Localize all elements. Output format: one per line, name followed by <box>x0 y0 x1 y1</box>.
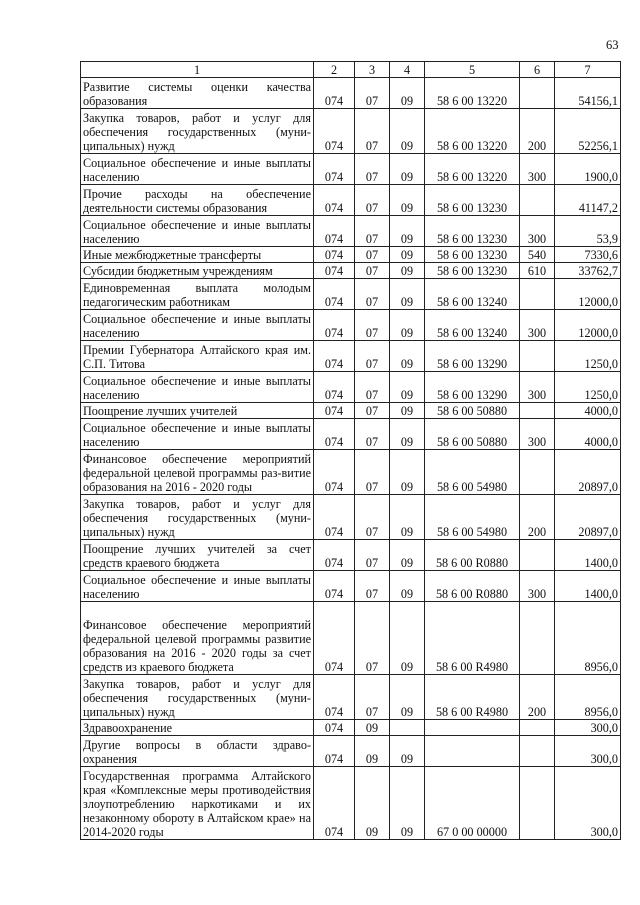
col-5-value: 58 6 00 13230 <box>425 185 520 216</box>
col-3-value: 07 <box>355 495 390 540</box>
col-4-value <box>390 720 425 736</box>
col-7-value: 12000,0 <box>555 279 621 310</box>
col-2-value: 074 <box>314 216 355 247</box>
col-2-value: 074 <box>314 372 355 403</box>
table-row <box>81 571 621 602</box>
row-name: Развитие системы оценки качества образования <box>81 78 314 109</box>
col-6-value <box>520 767 555 840</box>
col-3-value: 07 <box>355 279 390 310</box>
col-4-value: 09 <box>390 247 425 263</box>
col-4-value: 09 <box>390 602 425 675</box>
row-name: Поощрение лучших учителей <box>81 403 314 419</box>
col-5-value: 58 6 00 13230 <box>425 247 520 263</box>
col-6-value: 200 <box>520 495 555 540</box>
row-name: Социальное обеспечение и иные выплаты населению <box>81 372 314 403</box>
col-3-value: 09 <box>355 720 390 736</box>
col-3-value: 07 <box>355 185 390 216</box>
row-name: Финансовое обеспечение мероприятий федеральной целевой программы развитие образования на 2016 - 2020 годы за счет средств из краевого бюджета <box>81 602 314 675</box>
col-2-value: 074 <box>314 341 355 372</box>
col-3-value: 07 <box>355 247 390 263</box>
col-3-value: 07 <box>355 450 390 495</box>
column-header: 6 <box>520 62 555 78</box>
col-3-value: 07 <box>355 109 390 154</box>
col-5-value: 58 6 00 R0880 <box>425 571 520 602</box>
table-row <box>81 341 621 372</box>
col-5-value: 58 6 00 13290 <box>425 341 520 372</box>
table-row <box>81 78 621 109</box>
col-2-value: 074 <box>314 450 355 495</box>
col-7-value: 12000,0 <box>555 310 621 341</box>
col-2-value: 074 <box>314 736 355 767</box>
row-name: Закупка товаров, работ и услуг для обеспечения государственных (муни-ципальных) нужд <box>81 495 314 540</box>
table-row <box>81 450 621 495</box>
col-6-value <box>520 185 555 216</box>
col-4-value: 09 <box>390 263 425 279</box>
col-3-value: 07 <box>355 571 390 602</box>
col-3-value: 09 <box>355 736 390 767</box>
table-row <box>81 247 621 263</box>
col-6-value <box>520 78 555 109</box>
col-2-value: 074 <box>314 675 355 720</box>
col-2-value: 074 <box>314 571 355 602</box>
col-7-value: 8956,0 <box>555 675 621 720</box>
table-row <box>81 602 621 675</box>
col-6-value: 300 <box>520 310 555 341</box>
col-6-value <box>520 736 555 767</box>
col-7-value: 20897,0 <box>555 495 621 540</box>
header-row <box>81 62 621 78</box>
col-4-value: 09 <box>390 185 425 216</box>
col-5-value: 58 6 00 13230 <box>425 216 520 247</box>
col-7-value: 1400,0 <box>555 540 621 571</box>
col-5-value: 58 6 00 54980 <box>425 495 520 540</box>
col-5-value: 58 6 00 13220 <box>425 109 520 154</box>
col-6-value: 300 <box>520 216 555 247</box>
col-5-value: 58 6 00 50880 <box>425 419 520 450</box>
row-name: Закупка товаров, работ и услуг для обеспечения государственных (муни-ципальных) нужд <box>81 109 314 154</box>
col-6-value <box>520 720 555 736</box>
column-header: 4 <box>390 62 425 78</box>
col-4-value: 09 <box>390 403 425 419</box>
col-4-value: 09 <box>390 540 425 571</box>
column-header: 3 <box>355 62 390 78</box>
col-5-value: 58 6 00 13220 <box>425 154 520 185</box>
col-3-value: 07 <box>355 419 390 450</box>
page-number: 63 <box>606 38 619 52</box>
col-6-value: 200 <box>520 675 555 720</box>
table-row <box>81 495 621 540</box>
table-row <box>81 419 621 450</box>
col-6-value: 610 <box>520 263 555 279</box>
row-name: Социальное обеспечение и иные выплаты населению <box>81 310 314 341</box>
col-4-value: 09 <box>390 767 425 840</box>
col-5-value <box>425 720 520 736</box>
col-2-value: 074 <box>314 419 355 450</box>
col-3-value: 07 <box>355 341 390 372</box>
col-4-value: 09 <box>390 109 425 154</box>
col-7-value: 1250,0 <box>555 372 621 403</box>
col-6-value <box>520 403 555 419</box>
col-2-value: 074 <box>314 78 355 109</box>
col-4-value: 09 <box>390 279 425 310</box>
col-2-value: 074 <box>314 720 355 736</box>
table-row <box>81 372 621 403</box>
row-name: Здравоохранение <box>81 720 314 736</box>
col-6-value <box>520 602 555 675</box>
table-row <box>81 154 621 185</box>
col-7-value: 300,0 <box>555 767 621 840</box>
col-7-value: 54156,1 <box>555 78 621 109</box>
table-row <box>81 767 621 840</box>
col-4-value: 09 <box>390 310 425 341</box>
col-5-value: 58 6 00 R0880 <box>425 540 520 571</box>
col-4-value: 09 <box>390 216 425 247</box>
budget-table <box>80 61 621 840</box>
col-6-value <box>520 540 555 571</box>
col-6-value: 300 <box>520 419 555 450</box>
table-row <box>81 279 621 310</box>
row-name: Финансовое обеспечение мероприятий федеральной целевой программы раз-витие образования на 2016 - 2020 годы <box>81 450 314 495</box>
col-4-value: 09 <box>390 450 425 495</box>
col-4-value: 09 <box>390 78 425 109</box>
col-2-value: 074 <box>314 403 355 419</box>
col-7-value: 8956,0 <box>555 602 621 675</box>
row-name: Государственная программа Алтайского края «Комплексные меры противодействия злоупотреблению наркотиками и их незаконному обороту в Алтайском крае» на 2014-2020 годы <box>81 767 314 840</box>
column-header: 2 <box>314 62 355 78</box>
col-6-value: 300 <box>520 571 555 602</box>
col-7-value: 4000,0 <box>555 403 621 419</box>
col-6-value: 300 <box>520 154 555 185</box>
col-3-value: 09 <box>355 767 390 840</box>
col-7-value: 1250,0 <box>555 341 621 372</box>
table-row <box>81 263 621 279</box>
col-3-value: 07 <box>355 403 390 419</box>
col-2-value: 074 <box>314 263 355 279</box>
col-7-value: 300,0 <box>555 736 621 767</box>
col-7-value: 53,9 <box>555 216 621 247</box>
col-5-value: 58 6 00 54980 <box>425 450 520 495</box>
col-5-value: 58 6 00 13290 <box>425 372 520 403</box>
col-4-value: 09 <box>390 571 425 602</box>
col-5-value: 58 6 00 50880 <box>425 403 520 419</box>
col-6-value <box>520 450 555 495</box>
col-7-value: 300,0 <box>555 720 621 736</box>
col-7-value: 33762,7 <box>555 263 621 279</box>
row-name: Субсидии бюджетным учреждениям <box>81 263 314 279</box>
table-row <box>81 540 621 571</box>
col-7-value: 20897,0 <box>555 450 621 495</box>
col-7-value: 7330,6 <box>555 247 621 263</box>
col-7-value: 41147,2 <box>555 185 621 216</box>
column-header: 5 <box>425 62 520 78</box>
col-6-value: 540 <box>520 247 555 263</box>
col-5-value: 58 6 00 13220 <box>425 78 520 109</box>
col-3-value: 07 <box>355 310 390 341</box>
col-3-value: 07 <box>355 540 390 571</box>
row-name: Закупка товаров, работ и услуг для обеспечения государственных (муни-ципальных) нужд <box>81 675 314 720</box>
col-3-value: 07 <box>355 602 390 675</box>
col-3-value: 07 <box>355 675 390 720</box>
col-2-value: 074 <box>314 185 355 216</box>
column-header: 7 <box>555 62 621 78</box>
col-7-value: 1400,0 <box>555 571 621 602</box>
col-5-value <box>425 736 520 767</box>
col-2-value: 074 <box>314 602 355 675</box>
table-row <box>81 403 621 419</box>
row-name: Единовременная выплата молодым педагогическим работникам <box>81 279 314 310</box>
col-6-value <box>520 341 555 372</box>
col-6-value <box>520 279 555 310</box>
row-name: Поощрение лучших учителей за счет средств краевого бюджета <box>81 540 314 571</box>
col-2-value: 074 <box>314 310 355 341</box>
row-name: Социальное обеспечение и иные выплаты населению <box>81 216 314 247</box>
col-5-value: 58 6 00 R4980 <box>425 602 520 675</box>
col-2-value: 074 <box>314 495 355 540</box>
col-3-value: 07 <box>355 372 390 403</box>
col-2-value: 074 <box>314 767 355 840</box>
table-row <box>81 109 621 154</box>
col-7-value: 4000,0 <box>555 419 621 450</box>
col-5-value: 58 6 00 13240 <box>425 279 520 310</box>
row-name: Социальное обеспечение и иные выплаты населению <box>81 154 314 185</box>
col-4-value: 09 <box>390 675 425 720</box>
row-name: Другие вопросы в области здраво-охранения <box>81 736 314 767</box>
col-3-value: 07 <box>355 263 390 279</box>
col-2-value: 074 <box>314 540 355 571</box>
row-name: Премии Губернатора Алтайского края им. С.П. Титова <box>81 341 314 372</box>
col-3-value: 07 <box>355 78 390 109</box>
col-3-value: 07 <box>355 154 390 185</box>
col-2-value: 074 <box>314 154 355 185</box>
table-row <box>81 736 621 767</box>
row-name: Социальное обеспечение и иные выплаты населению <box>81 419 314 450</box>
col-2-value: 074 <box>314 109 355 154</box>
col-5-value: 58 6 00 R4980 <box>425 675 520 720</box>
col-4-value: 09 <box>390 736 425 767</box>
col-5-value: 58 6 00 13240 <box>425 310 520 341</box>
column-header: 1 <box>81 62 314 78</box>
col-6-value: 300 <box>520 372 555 403</box>
col-4-value: 09 <box>390 341 425 372</box>
col-4-value: 09 <box>390 372 425 403</box>
col-6-value: 200 <box>520 109 555 154</box>
col-5-value: 58 6 00 13230 <box>425 263 520 279</box>
col-3-value: 07 <box>355 216 390 247</box>
table-row <box>81 310 621 341</box>
row-name: Социальное обеспечение и иные выплаты населению <box>81 571 314 602</box>
table-row <box>81 216 621 247</box>
col-7-value: 52256,1 <box>555 109 621 154</box>
col-2-value: 074 <box>314 279 355 310</box>
table-row <box>81 720 621 736</box>
col-4-value: 09 <box>390 154 425 185</box>
row-name: Прочие расходы на обеспечение деятельности системы образования <box>81 185 314 216</box>
col-4-value: 09 <box>390 419 425 450</box>
table-row <box>81 185 621 216</box>
col-7-value: 1900,0 <box>555 154 621 185</box>
col-2-value: 074 <box>314 247 355 263</box>
col-5-value: 67 0 00 00000 <box>425 767 520 840</box>
col-4-value: 09 <box>390 495 425 540</box>
table-row <box>81 675 621 720</box>
row-name: Иные межбюджетные трансферты <box>81 247 314 263</box>
